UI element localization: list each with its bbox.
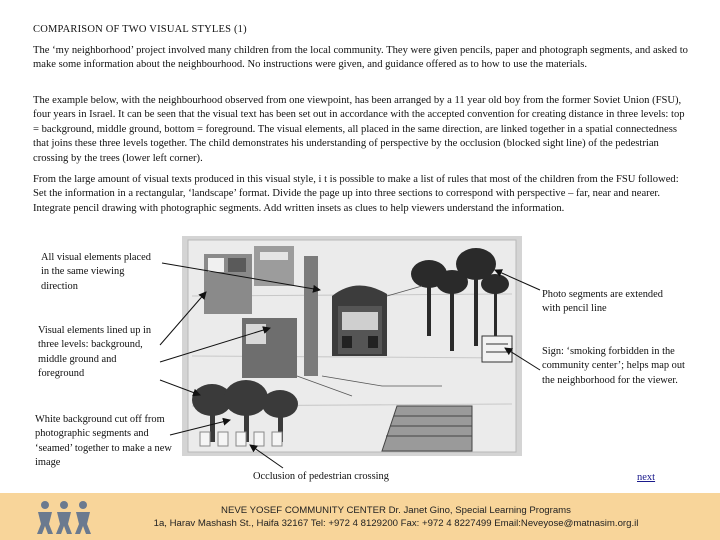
annotation-viewing-direction: All visual elements placed in the same viewing direction xyxy=(41,252,151,292)
collage-drawing xyxy=(182,236,522,456)
example-paragraph: The example below, with the neighbourhood observed from one viewpoint, has been arranged by a 11 year old boy from the former Soviet Union (FSU), four years in Israel. It can be seen that the visual text has been set out in accordance with the accepted convention for creating distance in three levels: top = background, middle ground, bottom = foreground. The visual elements, all placed in the same direction, are linked together in a spatial connectedness that joins these three levels together. The child demonstrates his understanding of perspective by the occlusion (blocked sight line) of the pedestrian crossing by the trees (lower left corner). xyxy=(33,95,685,164)
page-title: COMPARISON OF TWO VISUAL STYLES (1) xyxy=(33,24,247,35)
annotation-photo-extension: Photo segments are extended with pencil line xyxy=(542,289,663,315)
annotation-white-background: White background cut off from photographic segments and ‘seamed’ together to make a new image xyxy=(35,414,172,469)
rules-paragraph: From the large amount of visual texts produced in this visual style, i t is possible to make a list of rules that most of the children from the FSU followed: Set the information in a rectangular, ‘landscape’ format. Divide the page up into three sections to correspond with perspective – far, near and nearer. Integrate pencil drawing with photographic segments. Add written insets as clues to help viewers understand the information. xyxy=(33,174,679,214)
footer-contact: 1a, Harav Mashash St., Haifa 32167 Tel: +972 4 8129200 Fax: +972 4 8227499 Email:Neveyose@matnasim.org.il xyxy=(153,518,639,529)
neighborhood-collage-image xyxy=(182,236,522,456)
annotation-three-levels: Visual elements lined up in three levels: background, middle ground and foreground xyxy=(38,325,152,380)
community-center-logo-icon xyxy=(36,498,92,536)
annotation-sign: Sign: ‘smoking forbidden in the community center’; helps map out the neighborhood for the viewer. xyxy=(542,346,685,386)
footer-organization: NEVE YOSEF COMMUNITY CENTER Dr. Janet Gino, Special Learning Programs xyxy=(221,505,571,516)
annotation-occlusion: Occlusion of pedestrian crossing xyxy=(253,471,389,482)
intro-paragraph: The ‘my neighborhood’ project involved many children from the local community. They were given pencils, paper and photograph segments, and asked to make some information about the neighbourhood. No instructions were given, and guidance offered as to how to use the materials. xyxy=(33,45,688,71)
footer-bar xyxy=(0,493,720,540)
next-link[interactable]: next xyxy=(637,472,656,483)
